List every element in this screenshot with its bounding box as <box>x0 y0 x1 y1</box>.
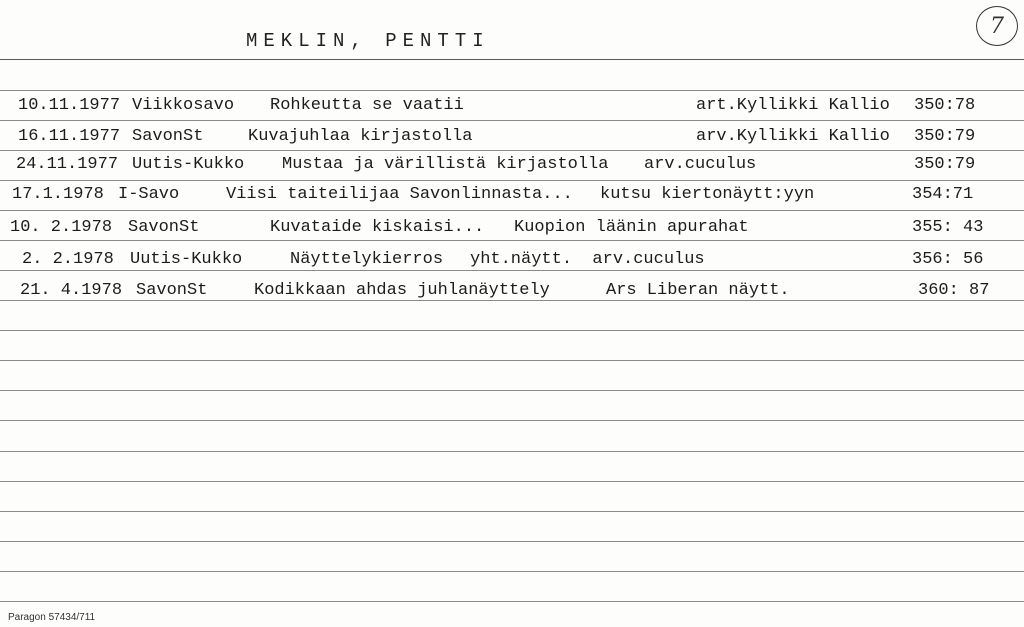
card-number-circle <box>976 6 1018 46</box>
entry-date: 16.11.1977 <box>18 127 121 146</box>
entry-headline: Kodikkaan ahdas juhlanäyttely <box>254 281 550 300</box>
rule-line <box>0 180 1024 181</box>
entry-source: Uutis-Kukko <box>130 250 243 269</box>
entry-headline: Mustaa ja värillistä kirjastolla <box>282 155 609 174</box>
entry-row <box>0 250 984 276</box>
entry-date: 21. 4.1978 <box>20 281 123 300</box>
entry-source: SavonSt <box>132 127 204 146</box>
entry-date: 24.11.1977 <box>16 155 119 174</box>
rule-line <box>0 481 1024 482</box>
card-footer: Paragon 57434/711 <box>8 612 96 623</box>
entry-note: Ars Liberan näytt. <box>606 281 790 300</box>
entry-ref: 350:79 <box>914 127 976 146</box>
rule-line <box>0 59 1024 60</box>
entry-ref: 355: 43 <box>912 218 984 237</box>
entry-note: arv.cuculus <box>644 155 757 174</box>
entry-ref: 354:71 <box>912 185 974 204</box>
rule-line <box>0 240 1024 241</box>
entry-ref: 356: 56 <box>912 250 984 269</box>
entry-row <box>0 96 976 122</box>
rule-line <box>0 90 1024 91</box>
entry-row <box>0 155 976 181</box>
entry-row <box>0 127 976 153</box>
entry-source: Viikkosavo <box>132 96 235 115</box>
entry-source: SavonSt <box>128 218 200 237</box>
entry-headline: Viisi taiteilijaa Savonlinnasta... <box>226 185 573 204</box>
entry-headline: Kuvajuhlaa kirjastolla <box>248 127 473 146</box>
rule-line <box>0 451 1024 452</box>
rule-line <box>0 300 1024 301</box>
card-number: 7 <box>990 13 1004 39</box>
rule-line <box>0 120 1024 121</box>
card-title: MEKLIN, PENTTI <box>246 30 490 52</box>
entry-source: Uutis-Kukko <box>132 155 245 174</box>
entry-date: 17.1.1978 <box>12 185 104 204</box>
entry-note: art.Kyllikki Kallio <box>696 96 890 115</box>
entry-headline: Kuvataide kiskaisi... <box>270 218 485 237</box>
rule-line <box>0 360 1024 361</box>
entry-source: SavonSt <box>136 281 208 300</box>
entry-headline: Rohkeutta se vaatii <box>270 96 464 115</box>
entry-ref: 350:79 <box>914 155 976 174</box>
entry-ref: 350:78 <box>914 96 976 115</box>
entry-note: Kuopion läänin apurahat <box>514 218 749 237</box>
rule-line <box>0 541 1024 542</box>
rule-line <box>0 601 1024 602</box>
entry-note: kutsu kiertonäytt:yyn <box>600 185 815 204</box>
rule-line <box>0 390 1024 391</box>
entry-row <box>0 281 990 307</box>
rule-line <box>0 210 1024 211</box>
rule-line <box>0 150 1024 151</box>
rule-line <box>0 270 1024 271</box>
entry-date: 10. 2.1978 <box>10 218 113 237</box>
entry-headline: Näyttelykierros <box>290 250 444 269</box>
rule-line <box>0 420 1024 421</box>
rule-line <box>0 330 1024 331</box>
entry-date: 10.11.1977 <box>18 96 121 115</box>
entry-row <box>0 218 984 244</box>
rule-line <box>0 511 1024 512</box>
entry-note: arv.Kyllikki Kallio <box>696 127 890 146</box>
entry-source: I-Savo <box>118 185 180 204</box>
rule-line <box>0 571 1024 572</box>
entry-ref: 360: 87 <box>918 281 990 300</box>
entry-row <box>0 185 974 211</box>
entry-date: 2. 2.1978 <box>22 250 114 269</box>
entry-note: yht.näytt. arv.cuculus <box>470 250 705 269</box>
